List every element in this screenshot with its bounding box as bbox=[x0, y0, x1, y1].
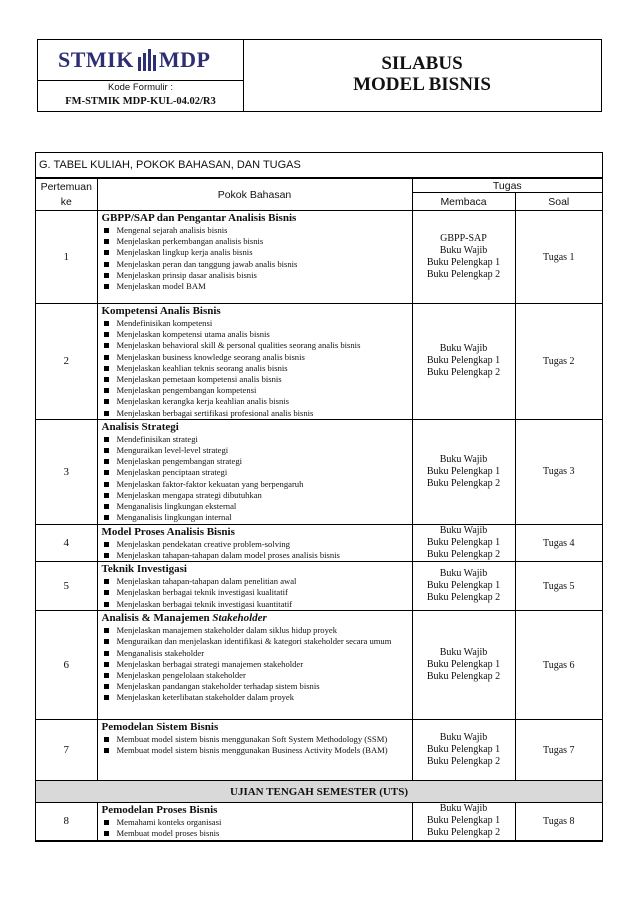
table-row bbox=[36, 524, 602, 561]
topic-item: Menganalisis stakeholder bbox=[102, 648, 409, 659]
topic-title-text: Pemodelan Sistem Bisnis bbox=[101, 721, 219, 734]
topic-cell bbox=[97, 562, 412, 611]
reading-item: Buku Wajib bbox=[439, 525, 488, 537]
topic-item-list bbox=[102, 434, 409, 524]
table-row bbox=[36, 720, 602, 781]
topic-title bbox=[102, 721, 409, 734]
reading-item: Buku Pelengkap 1 bbox=[426, 355, 501, 367]
reading-cell bbox=[412, 304, 515, 420]
header-tugas: Tugas bbox=[412, 179, 602, 193]
topic-item: Menjelaskan pandangan stakeholder terhadap sistem bisnis bbox=[102, 681, 409, 692]
logo-text-left: STMIK bbox=[58, 47, 134, 72]
topic-item: Mendefinisikan kompetensi bbox=[102, 318, 409, 329]
topic-item-list bbox=[102, 734, 409, 756]
topic-item: Menjelaskan penciptaan strategi bbox=[102, 467, 409, 478]
reading-item: Buku Pelengkap 2 bbox=[426, 549, 501, 561]
topic-item: Menjelaskan keahlian teknis seorang analis bisnis bbox=[102, 363, 409, 374]
topic-item: Menjelaskan behavioral skill & personal qualities seorang analis bisnis bbox=[102, 340, 409, 351]
meeting-number: 1 bbox=[36, 211, 97, 304]
reading-cell bbox=[412, 419, 515, 524]
reading-item: Buku Pelengkap 1 bbox=[426, 465, 501, 477]
section-title: G. TABEL KULIAH, POKOK BAHASAN, DAN TUGAS bbox=[36, 153, 602, 178]
reading-item: Buku Wajib bbox=[439, 245, 488, 256]
reading-item: Buku Pelengkap 1 bbox=[426, 580, 501, 592]
topic-cell bbox=[97, 419, 412, 524]
topic-title bbox=[102, 563, 409, 576]
topic-item: Menganalisis lingkungan internal bbox=[102, 512, 409, 523]
assignment-cell: Tugas 3 bbox=[515, 419, 602, 524]
table-row bbox=[36, 211, 602, 304]
header-pokok-bahasan: Pokok Bahasan bbox=[97, 179, 412, 211]
header-soal: Soal bbox=[515, 193, 602, 211]
topic-item: Menjelaskan kompetensi utama analis bisnis bbox=[102, 329, 409, 340]
meeting-number: 6 bbox=[36, 611, 97, 720]
uts-label: UJIAN TENGAH SEMESTER (UTS) bbox=[36, 781, 602, 803]
assignment-cell: Tugas 4 bbox=[515, 524, 602, 561]
reading-item: Buku Pelengkap 2 bbox=[426, 827, 501, 839]
reading-item: Buku Wajib bbox=[439, 343, 488, 355]
topic-item-list bbox=[102, 318, 409, 419]
reading-item: Buku Pelengkap 2 bbox=[426, 756, 501, 768]
topic-item: Membuat model sistem bisnis menggunakan Business Activity Models (BAM) bbox=[102, 745, 409, 756]
reading-item: Buku Pelengkap 1 bbox=[426, 659, 501, 671]
topic-cell bbox=[97, 524, 412, 561]
meeting-number: 5 bbox=[36, 562, 97, 611]
topic-title-text: Teknik Investigasi bbox=[101, 563, 187, 576]
table-row bbox=[36, 304, 602, 420]
topic-title bbox=[102, 212, 409, 225]
reading-item: Buku Pelengkap 2 bbox=[426, 671, 501, 683]
table-body bbox=[36, 211, 602, 841]
meeting-number: 3 bbox=[36, 419, 97, 524]
syllabus-table-block bbox=[35, 152, 603, 842]
reading-item: Buku Pelengkap 2 bbox=[426, 269, 501, 280]
logo-text-right: MDP bbox=[158, 47, 211, 72]
topic-item: Menjelaskan pengembangan kompetensi bbox=[102, 385, 409, 396]
reading-item: GBPP-SAP bbox=[440, 233, 487, 244]
topic-item: Menjelaskan tahapan-tahapan dalam model proses analisis bisnis bbox=[102, 550, 409, 561]
form-code bbox=[38, 80, 243, 108]
topic-cell bbox=[97, 803, 412, 840]
topic-title bbox=[102, 526, 409, 539]
assignment-cell: Tugas 6 bbox=[515, 611, 602, 720]
header-pertemuan: Pertemuan ke bbox=[36, 179, 97, 211]
topic-item: Menjelaskan pengembangan strategi bbox=[102, 456, 409, 467]
assignment-cell: Tugas 8 bbox=[515, 803, 602, 840]
topic-item: Menjelaskan faktor-faktor kekuatan yang berpengaruh bbox=[102, 479, 409, 490]
reading-item: Buku Wajib bbox=[439, 732, 488, 744]
topic-title-text: Kompetensi Analis Bisnis bbox=[101, 305, 221, 317]
assignment-cell: Tugas 1 bbox=[515, 211, 602, 304]
syllabus-table bbox=[36, 178, 602, 841]
reading-item: Buku Pelengkap 2 bbox=[426, 477, 501, 489]
header-membaca: Membaca bbox=[412, 193, 515, 211]
reading-item: Buku Pelengkap 1 bbox=[426, 257, 501, 268]
topic-item: Menjelaskan mengapa strategi dibutuhkan bbox=[102, 490, 409, 501]
topic-item: Menjelaskan manajemen stakeholder dalam siklus hidup proyek bbox=[102, 625, 409, 636]
table-row bbox=[36, 419, 602, 524]
topic-item-list bbox=[102, 817, 409, 839]
table-row bbox=[36, 611, 602, 720]
topic-item: Menjelaskan berbagai teknik investigasi kualitatif bbox=[102, 587, 409, 598]
uts-row bbox=[36, 781, 602, 803]
reading-item: Buku Wajib bbox=[439, 453, 488, 465]
form-code-value: FM-STMIK MDP-KUL-04.02/R3 bbox=[65, 96, 216, 107]
meeting-number: 4 bbox=[36, 524, 97, 561]
meeting-number: 7 bbox=[36, 720, 97, 781]
reading-item: Buku Pelengkap 2 bbox=[426, 367, 501, 379]
title-line-1: SILABUS bbox=[381, 53, 463, 74]
reading-cell bbox=[412, 720, 515, 781]
topic-item: Menjelaskan kerangka kerja keahlian analis bisnis bbox=[102, 396, 409, 407]
topic-item: Menguraikan dan menjelaskan identifikasi & kategori stakeholder secara umum bbox=[102, 636, 409, 647]
topic-item: Membuat model proses bisnis bbox=[102, 828, 409, 839]
header-left-cell bbox=[38, 40, 244, 111]
topic-item: Menjelaskan business knowledge seorang analis bisnis bbox=[102, 352, 409, 363]
topic-item: Menjelaskan berbagai teknik investigasi kuantitatif bbox=[102, 599, 409, 610]
topic-cell bbox=[97, 211, 412, 304]
topic-cell bbox=[97, 304, 412, 420]
topic-title-text: Model Proses Analisis Bisnis bbox=[101, 525, 235, 538]
reading-item: Buku Pelengkap 1 bbox=[426, 537, 501, 549]
reading-cell bbox=[412, 611, 515, 720]
topic-item-list bbox=[102, 576, 409, 610]
table-row bbox=[36, 803, 602, 840]
topic-item: Menjelaskan pendekatan creative problem-solving bbox=[102, 539, 409, 550]
topic-item: Membuat model sistem bisnis menggunakan Soft System Methodology (SSM) bbox=[102, 734, 409, 745]
assignment-cell: Tugas 7 bbox=[515, 720, 602, 781]
logo-building-icon bbox=[137, 49, 156, 71]
topic-item-list bbox=[102, 539, 409, 561]
assignment-cell: Tugas 5 bbox=[515, 562, 602, 611]
topic-cell bbox=[97, 720, 412, 781]
meeting-number: 2 bbox=[36, 304, 97, 420]
topic-item: Menjelaskan pemetaan kompetensi analis bisnis bbox=[102, 374, 409, 385]
topic-item-list bbox=[102, 225, 409, 292]
topic-item: Menjelaskan berbagai sertifikasi profesional analis bisnis bbox=[102, 408, 409, 419]
topic-title bbox=[102, 612, 409, 625]
topic-item: Menjelaskan lingkup kerja analis bisnis bbox=[102, 247, 409, 258]
reading-cell bbox=[412, 803, 515, 840]
document-title bbox=[243, 40, 601, 111]
topic-item: Menjelaskan prinsip dasar analisis bisnis bbox=[102, 270, 409, 281]
topic-title-text: GBPP/SAP dan Pengantar Analisis Bisnis bbox=[101, 212, 297, 224]
topic-item: Menjelaskan peran dan tanggung jawab analis bisnis bbox=[102, 259, 409, 270]
meeting-number: 8 bbox=[36, 803, 97, 840]
topic-title-emphasis: Stakeholder bbox=[212, 612, 267, 625]
topic-title bbox=[102, 804, 409, 817]
assignment-cell: Tugas 2 bbox=[515, 304, 602, 420]
reading-item: Buku Pelengkap 1 bbox=[426, 744, 501, 756]
table-row bbox=[36, 562, 602, 611]
reading-item: Buku Wajib bbox=[439, 803, 488, 815]
topic-title bbox=[102, 421, 409, 434]
topic-item: Menjelaskan perkembangan analisis bisnis bbox=[102, 236, 409, 247]
topic-title-text: Pemodelan Proses Bisnis bbox=[101, 804, 218, 817]
reading-cell bbox=[412, 211, 515, 304]
reading-cell bbox=[412, 562, 515, 611]
topic-item: Mendefinisikan strategi bbox=[102, 434, 409, 445]
topic-title bbox=[102, 305, 409, 318]
topic-item: Menganalisis lingkungan eksternal bbox=[102, 501, 409, 512]
reading-item: Buku Pelengkap 1 bbox=[426, 815, 501, 827]
stmik-mdp-logo bbox=[58, 46, 220, 74]
form-code-label: Kode Formulir : bbox=[108, 82, 173, 93]
topic-item: Menjelaskan pengelolaan stakeholder bbox=[102, 670, 409, 681]
topic-item: Mengenal sejarah analisis bisnis bbox=[102, 225, 409, 236]
reading-cell bbox=[412, 524, 515, 561]
topic-item: Menjelaskan tahapan-tahapan dalam penelitian awal bbox=[102, 576, 409, 587]
reading-item: Buku Wajib bbox=[439, 568, 488, 580]
topic-item: Menguraikan level-level strategi bbox=[102, 445, 409, 456]
document-header bbox=[37, 39, 602, 112]
reading-item: Buku Wajib bbox=[439, 647, 488, 659]
topic-cell bbox=[97, 611, 412, 720]
topic-item: Menjelaskan berbagai strategi manajemen stakeholder bbox=[102, 659, 409, 670]
topic-item: Menjelaskan keterlibatan stakeholder dalam proyek bbox=[102, 692, 409, 703]
title-line-2: MODEL BISNIS bbox=[353, 74, 491, 95]
topic-item-list bbox=[102, 625, 409, 703]
topic-item: Menjelaskan model BAM bbox=[102, 281, 409, 292]
topic-item: Memahami konteks organisasi bbox=[102, 817, 409, 828]
topic-title-text: Analisis Strategi bbox=[101, 420, 179, 433]
reading-item: Buku Pelengkap 2 bbox=[426, 592, 501, 604]
topic-title-text: Analisis & Manajemen bbox=[101, 612, 210, 625]
